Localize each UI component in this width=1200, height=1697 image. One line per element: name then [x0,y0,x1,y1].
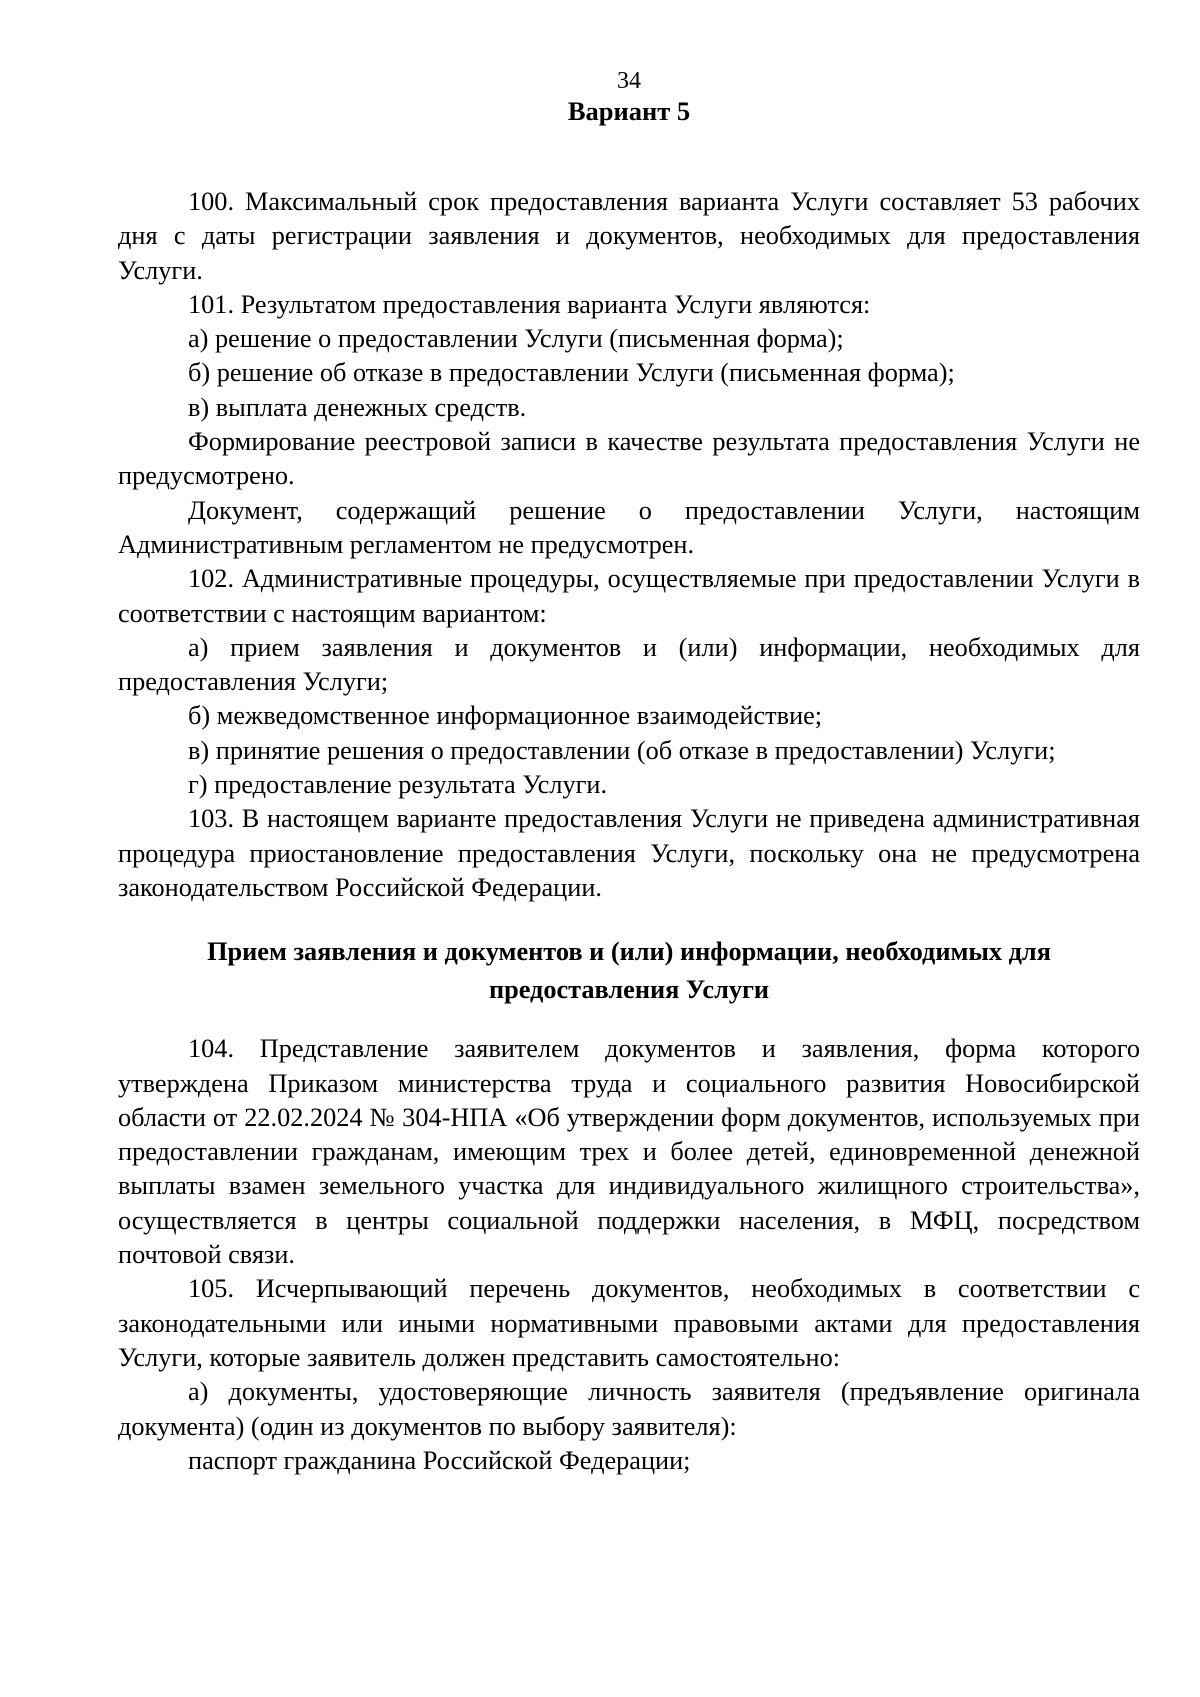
list-item-101-b: б) решение об отказе в предоставлении Услуги (письменная форма); [188,358,955,388]
paragraph-104: 104. Представление заявителем документов и заявления, форма которого утверждена Приказом министерства труда и социального развития Новосибирской области от 22.02.2024 № 304-НПА «Об утверждении форм документов, используемых при предоставлении гражданам, имеющим трех и более детей, единовременной денежной выплаты взамен земельного участка для индивидуального жилищного строительства», осуществляется в центры социальной поддержки населения, в МФЦ, посредством почтовой связи. [118,1034,1140,1270]
list-item-101-v: в) выплата денежных средств. [188,392,527,422]
paragraph-101: 101. Результатом предоставления варианта Услуги являются: [188,289,871,319]
list-item-102-b: б) межведомственное информационное взаимодействие; [188,701,823,731]
list-item-passport: паспорт гражданина Российской Федерации; [188,1445,691,1475]
paragraph-document-note: Документ, содержащий решение о предоставлении Услуги, настоящим Административным регламентом не предусмотрен. [118,495,1140,559]
variant-title: Вариант 5 [567,96,691,126]
list-item-105-a: а) документы, удостоверяющие личность заявителя (предъявление оригинала документа) (один из документов по выбору заявителя): [118,1377,1140,1441]
list-item-102-g: г) предоставление результата Услуги. [188,770,608,800]
paragraph-102: 102. Административные процедуры, осуществляемые при предоставлении Услуги в соответствии с настоящим вариантом: [118,564,1140,628]
list-item-101-a: а) решение о предоставлении Услуги (письменная форма); [188,324,844,354]
list-item-102-a: а) прием заявления и документов и (или) информации, необходимых для предоставления Услуги; [118,632,1140,697]
paragraph-registry-note: Формирование реестровой записи в качестве результата предоставления Услуги не предусмотрено. [118,427,1140,491]
list-item-102-v: в) принятие решения о предоставлении (об отказе в предоставлении) Услуги; [188,735,1056,765]
paragraph-105: 105. Исчерпывающий перечень документов, необходимых в соответствии с законодательными или иными нормативными правовыми актами для предоставления Услуги, которые заявитель должен представить самостоятельно: [118,1274,1140,1372]
page-number: 34 [617,68,641,94]
paragraph-103: 103. В настоящем варианте предоставления Услуги не приведена административная процедура приостановление предоставления Услуги, поскольку она не предусмотрена законодательством Российской Федерации. [118,804,1140,902]
section-title: Прием заявления и документов и (или) информации, необходимых для предоставления Услуги [207,937,1051,1005]
paragraph-100: 100. Максимальный срок предоставления варианта Услуги составляет 53 рабочих дня с даты регистрации заявления и документов, необходимых для предоставления Услуги. [118,187,1140,285]
